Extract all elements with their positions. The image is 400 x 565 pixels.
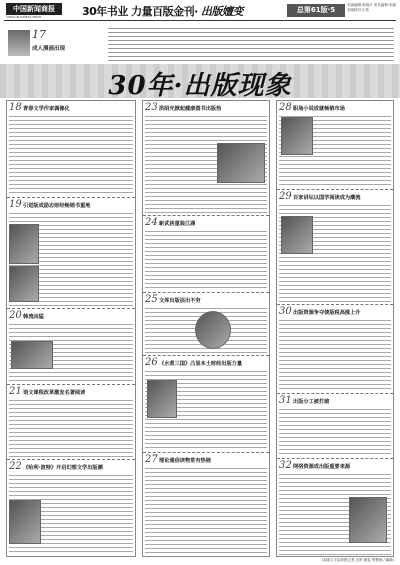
article-body	[279, 407, 391, 456]
article-title: 网络资源成出版重要来源	[293, 464, 351, 470]
article-24	[145, 218, 267, 290]
article-22	[9, 462, 133, 555]
article-number: 19	[9, 199, 22, 210]
book-cover-image	[217, 143, 265, 183]
article-26	[145, 358, 267, 450]
article-body	[145, 466, 267, 555]
article-title: 洪昭光掀起健康图书出版热	[159, 106, 222, 112]
section-title-main: 30年书业 力量百版金刊·	[82, 5, 198, 18]
article-18	[9, 103, 133, 195]
banner-title: 30年·出版现象	[108, 71, 292, 101]
article-body	[279, 318, 391, 391]
article-number: 18	[9, 102, 22, 113]
article-body	[9, 398, 133, 457]
lead-article	[4, 22, 396, 64]
divider	[143, 292, 269, 293]
article-body	[9, 114, 133, 195]
article-31	[279, 396, 391, 456]
article-29	[279, 192, 391, 302]
book-cover-image	[9, 266, 39, 302]
lead-article-image	[8, 30, 30, 56]
article-number: 30	[279, 306, 292, 317]
masthead	[4, 2, 396, 21]
article-25	[145, 295, 267, 353]
article-20	[9, 311, 133, 381]
article-27	[145, 455, 267, 555]
newspaper-logo: 中国新闻商报	[6, 3, 62, 15]
article-number: 22	[9, 461, 22, 472]
book-cover-image	[349, 497, 387, 543]
article-number: 29	[279, 191, 292, 202]
article-19	[9, 200, 133, 306]
article-title: 出版资源争夺使版税高涨上升	[293, 310, 361, 316]
article-number: 27	[145, 454, 158, 465]
book-cover-image	[9, 224, 39, 264]
book-cover-image	[281, 117, 313, 155]
newspaper-logo-subtitle: CHINA BUSINESS NEWS	[6, 15, 42, 19]
divider	[277, 458, 393, 459]
article-title: 理论通俗读物常有热销	[159, 458, 211, 464]
article-title: 韩流凶猛	[23, 314, 44, 320]
article-title: 职场小说成就畅销市场	[293, 106, 345, 112]
book-cover-image	[9, 500, 41, 544]
lead-article-body	[108, 26, 394, 62]
column-middle	[142, 100, 270, 557]
book-cover-image	[195, 311, 231, 349]
column-right	[276, 100, 394, 557]
article-title: 《哈利·波特》开启幻想文学出版潮	[23, 465, 103, 471]
divider	[277, 304, 393, 305]
article-title: 新武侠重装江湖	[159, 221, 196, 227]
feature-banner	[0, 64, 400, 101]
divider	[143, 452, 269, 453]
article-number: 32	[279, 460, 292, 471]
lead-article-number: 17	[32, 28, 46, 41]
book-cover-image	[11, 341, 53, 369]
section-title-highlight: 出版嬗变	[200, 5, 243, 18]
article-title: 文库出版层出不穷	[159, 298, 201, 304]
article-28	[279, 103, 391, 187]
article-number: 21	[9, 386, 22, 397]
article-title: 语文课程改革激发名著阅读	[23, 390, 86, 396]
divider	[277, 189, 393, 190]
article-title: 百家讲坛以国学阅读成为潮流	[293, 195, 361, 201]
article-title: 引进版成励志财经畅销书重地	[23, 203, 91, 209]
article-number: 23	[145, 102, 158, 113]
column-left	[6, 100, 136, 557]
article-32	[279, 461, 391, 555]
divider	[143, 355, 269, 356]
article-title: 《水煮三国》凸显本土财经出版力量	[159, 361, 243, 367]
article-30	[279, 307, 391, 391]
article-number: 28	[279, 102, 292, 113]
book-cover-image	[281, 216, 313, 254]
article-title: 出版分工被打破	[293, 399, 330, 405]
book-cover-image	[147, 380, 177, 418]
divider	[7, 308, 135, 309]
section-title	[82, 3, 243, 19]
footer-credits: (本版文字由商报记者 汪婷 施雯 等整理 / 编辑)	[321, 558, 394, 562]
article-number: 25	[145, 294, 158, 305]
divider	[7, 459, 135, 460]
article-number: 26	[145, 357, 158, 368]
article-number: 20	[9, 310, 22, 321]
article-number: 31	[279, 395, 292, 406]
divider	[7, 384, 135, 385]
article-21	[9, 387, 133, 457]
divider	[277, 393, 393, 394]
editor-credits: 本版编辑:张晓宇 美术编辑:李丽 本版校对:王伟	[347, 3, 396, 12]
article-number: 24	[145, 217, 158, 228]
lead-article-title: 成人漫画出现	[32, 46, 66, 52]
article-title: 青春文学作家偶像化	[23, 106, 70, 112]
issue-number: 总第61版·5	[287, 4, 345, 17]
divider	[143, 215, 269, 216]
article-23	[145, 103, 267, 213]
article-body	[145, 229, 267, 290]
divider	[7, 197, 135, 198]
article-grid	[6, 100, 394, 557]
